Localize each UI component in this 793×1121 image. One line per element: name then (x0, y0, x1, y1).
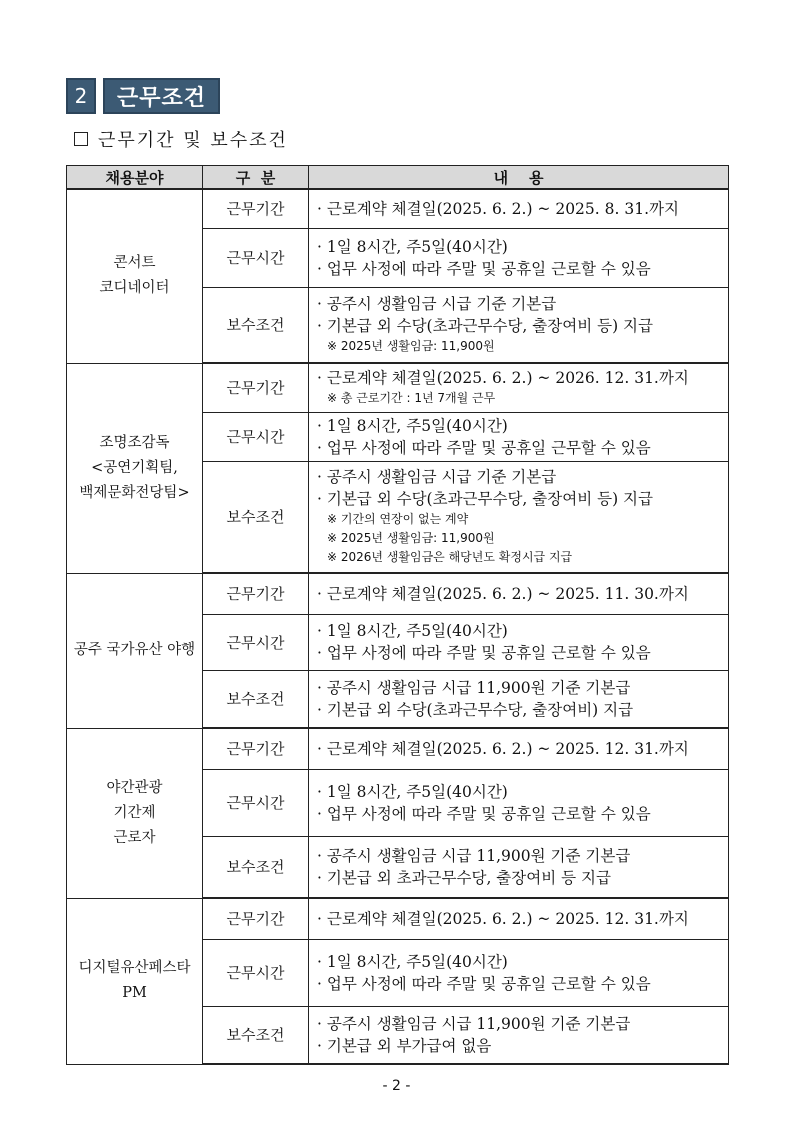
conditions-table (66, 165, 729, 1065)
content-line: · 1일 8시간, 주5일(40시간) (317, 952, 508, 971)
content-note: ※ 2026년 생활임금은 해당년도 확정시급 지급 (327, 550, 573, 565)
subheading-text: 근무기간 및 보수조건 (98, 130, 288, 151)
content-line: · 근로계약 체결일(2025. 6. 2.) ~ 2025. 11. 30.까지 (317, 584, 689, 603)
category-cell: 보수조건 (203, 670, 309, 728)
category-cell: 근무시간 (203, 228, 309, 287)
category-cell: 근무기간 (203, 573, 309, 614)
category-cell: 보수조건 (203, 836, 309, 898)
field-line: PM (122, 985, 147, 1001)
table-row (67, 573, 729, 614)
content-line: · 근로계약 체결일(2025. 6. 2.) ~ 2025. 8. 31.까지 (317, 199, 679, 218)
content-line: · 업무 사정에 따라 주말 및 공휴일 근로할 수 있음 (317, 804, 651, 823)
field-line: 조명조감독 (99, 434, 170, 451)
content-line: · 공주시 생활임금 시급 기준 기본급 (317, 468, 557, 487)
content-line: · 근로계약 체결일(2025. 6. 2.) ~ 2026. 12. 31.까지 (317, 369, 689, 388)
content-note: ※ 2025년 생활임금: 11,900원 (327, 339, 495, 354)
category-cell: 근무기간 (203, 189, 309, 228)
content-cell (309, 287, 729, 363)
field-line: 백제문화전당팀> (79, 484, 190, 501)
category-cell: 근무기간 (203, 363, 309, 412)
category-cell: 근무시간 (203, 769, 309, 836)
field-line: 공주 국가유산 야행 (73, 642, 196, 658)
content-line: · 기본급 외 수당(초과근무수당, 출장여비) 지급 (317, 700, 634, 719)
subheading (74, 126, 288, 152)
content-cell (309, 728, 729, 769)
table-row (67, 363, 729, 412)
category-cell: 보수조건 (203, 461, 309, 573)
content-line: · 기본급 외 수당(초과근무수당, 출장여비 등) 지급 (317, 490, 653, 509)
content-cell (309, 898, 729, 939)
category-cell: 근무시간 (203, 939, 309, 1006)
content-note: ※ 2025년 생활임금: 11,900원 (327, 531, 495, 546)
content-line: · 업무 사정에 따라 주말 및 공휴일 근무할 수 있음 (317, 438, 651, 457)
content-line: · 1일 8시간, 주5일(40시간) (317, 782, 508, 801)
content-line: · 1일 8시간, 주5일(40시간) (317, 237, 508, 256)
section-title: 근무조건 (103, 78, 220, 114)
header-category: 구 분 (203, 166, 309, 190)
page-number: - 2 - (382, 1078, 411, 1094)
table-row (67, 189, 729, 228)
content-cell (309, 363, 729, 412)
field-line: 근로자 (113, 829, 156, 846)
category-cell: 보수조건 (203, 1006, 309, 1064)
table-row (67, 728, 729, 769)
content-line: · 업무 사정에 따라 주말 및 공휴일 근로할 수 있음 (317, 974, 651, 993)
category-cell: 근무기간 (203, 898, 309, 939)
section-header (66, 78, 220, 114)
checkbox-square-icon (74, 132, 88, 146)
field-cell (67, 363, 203, 573)
table-row (67, 898, 729, 939)
content-note: ※ 기간의 연장이 없는 계약 (327, 512, 469, 527)
table-body (67, 189, 729, 1064)
content-line: · 근로계약 체결일(2025. 6. 2.) ~ 2025. 12. 31.까지 (317, 909, 689, 928)
content-cell (309, 228, 729, 287)
category-cell: 근무시간 (203, 614, 309, 670)
category-cell: 근무시간 (203, 412, 309, 461)
field-line: 디지털유산페스타 (78, 960, 191, 976)
field-cell (67, 728, 203, 898)
category-cell: 근무기간 (203, 728, 309, 769)
content-line: · 공주시 생활임금 시급 기준 기본급 (317, 295, 557, 314)
content-cell (309, 1006, 729, 1064)
content-line: · 근로계약 체결일(2025. 6. 2.) ~ 2025. 12. 31.까지 (317, 739, 689, 758)
content-cell (309, 836, 729, 898)
content-line: · 업무 사정에 따라 주말 및 공휴일 근로할 수 있음 (317, 644, 651, 662)
field-line: <공연기획팀, (91, 459, 178, 476)
field-line: 야간관광 (106, 779, 163, 796)
content-note: ※ 총 근로기간 : 1년 7개월 근무 (327, 391, 496, 406)
content-line: · 1일 8시간, 주5일(40시간) (317, 622, 508, 640)
field-line: 기간제 (113, 804, 156, 821)
header-content: 내 용 (309, 166, 729, 190)
content-cell (309, 670, 729, 728)
header-field: 채용분야 (67, 166, 203, 190)
content-line: · 기본급 외 초과근무수당, 출장여비 등 지급 (317, 868, 611, 887)
section-number: 2 (66, 78, 96, 114)
content-line: · 기본급 외 수당(초과근무수당, 출장여비 등) 지급 (317, 317, 653, 336)
content-cell (309, 769, 729, 836)
category-cell: 보수조건 (203, 287, 309, 363)
content-line: · 공주시 생활임금 시급 11,900원 기준 기본급 (317, 846, 631, 865)
content-cell (309, 573, 729, 614)
content-cell (309, 614, 729, 670)
content-cell (309, 461, 729, 573)
field-line: 코디네이터 (99, 280, 170, 297)
field-cell (67, 189, 203, 363)
field-cell (67, 573, 203, 728)
field-line: 콘서트 (113, 255, 156, 272)
table-header-row (67, 166, 729, 190)
content-line: · 공주시 생활임금 시급 11,900원 기준 기본급 (317, 678, 631, 697)
content-line: · 기본급 외 부가급여 없음 (317, 1036, 492, 1055)
content-cell (309, 939, 729, 1006)
content-cell (309, 412, 729, 461)
content-cell (309, 189, 729, 228)
field-cell (67, 898, 203, 1064)
content-line: · 1일 8시간, 주5일(40시간) (317, 416, 508, 435)
content-line: · 공주시 생활임금 시급 11,900원 기준 기본급 (317, 1014, 631, 1033)
content-line: · 업무 사정에 따라 주말 및 공휴일 근로할 수 있음 (317, 259, 651, 278)
